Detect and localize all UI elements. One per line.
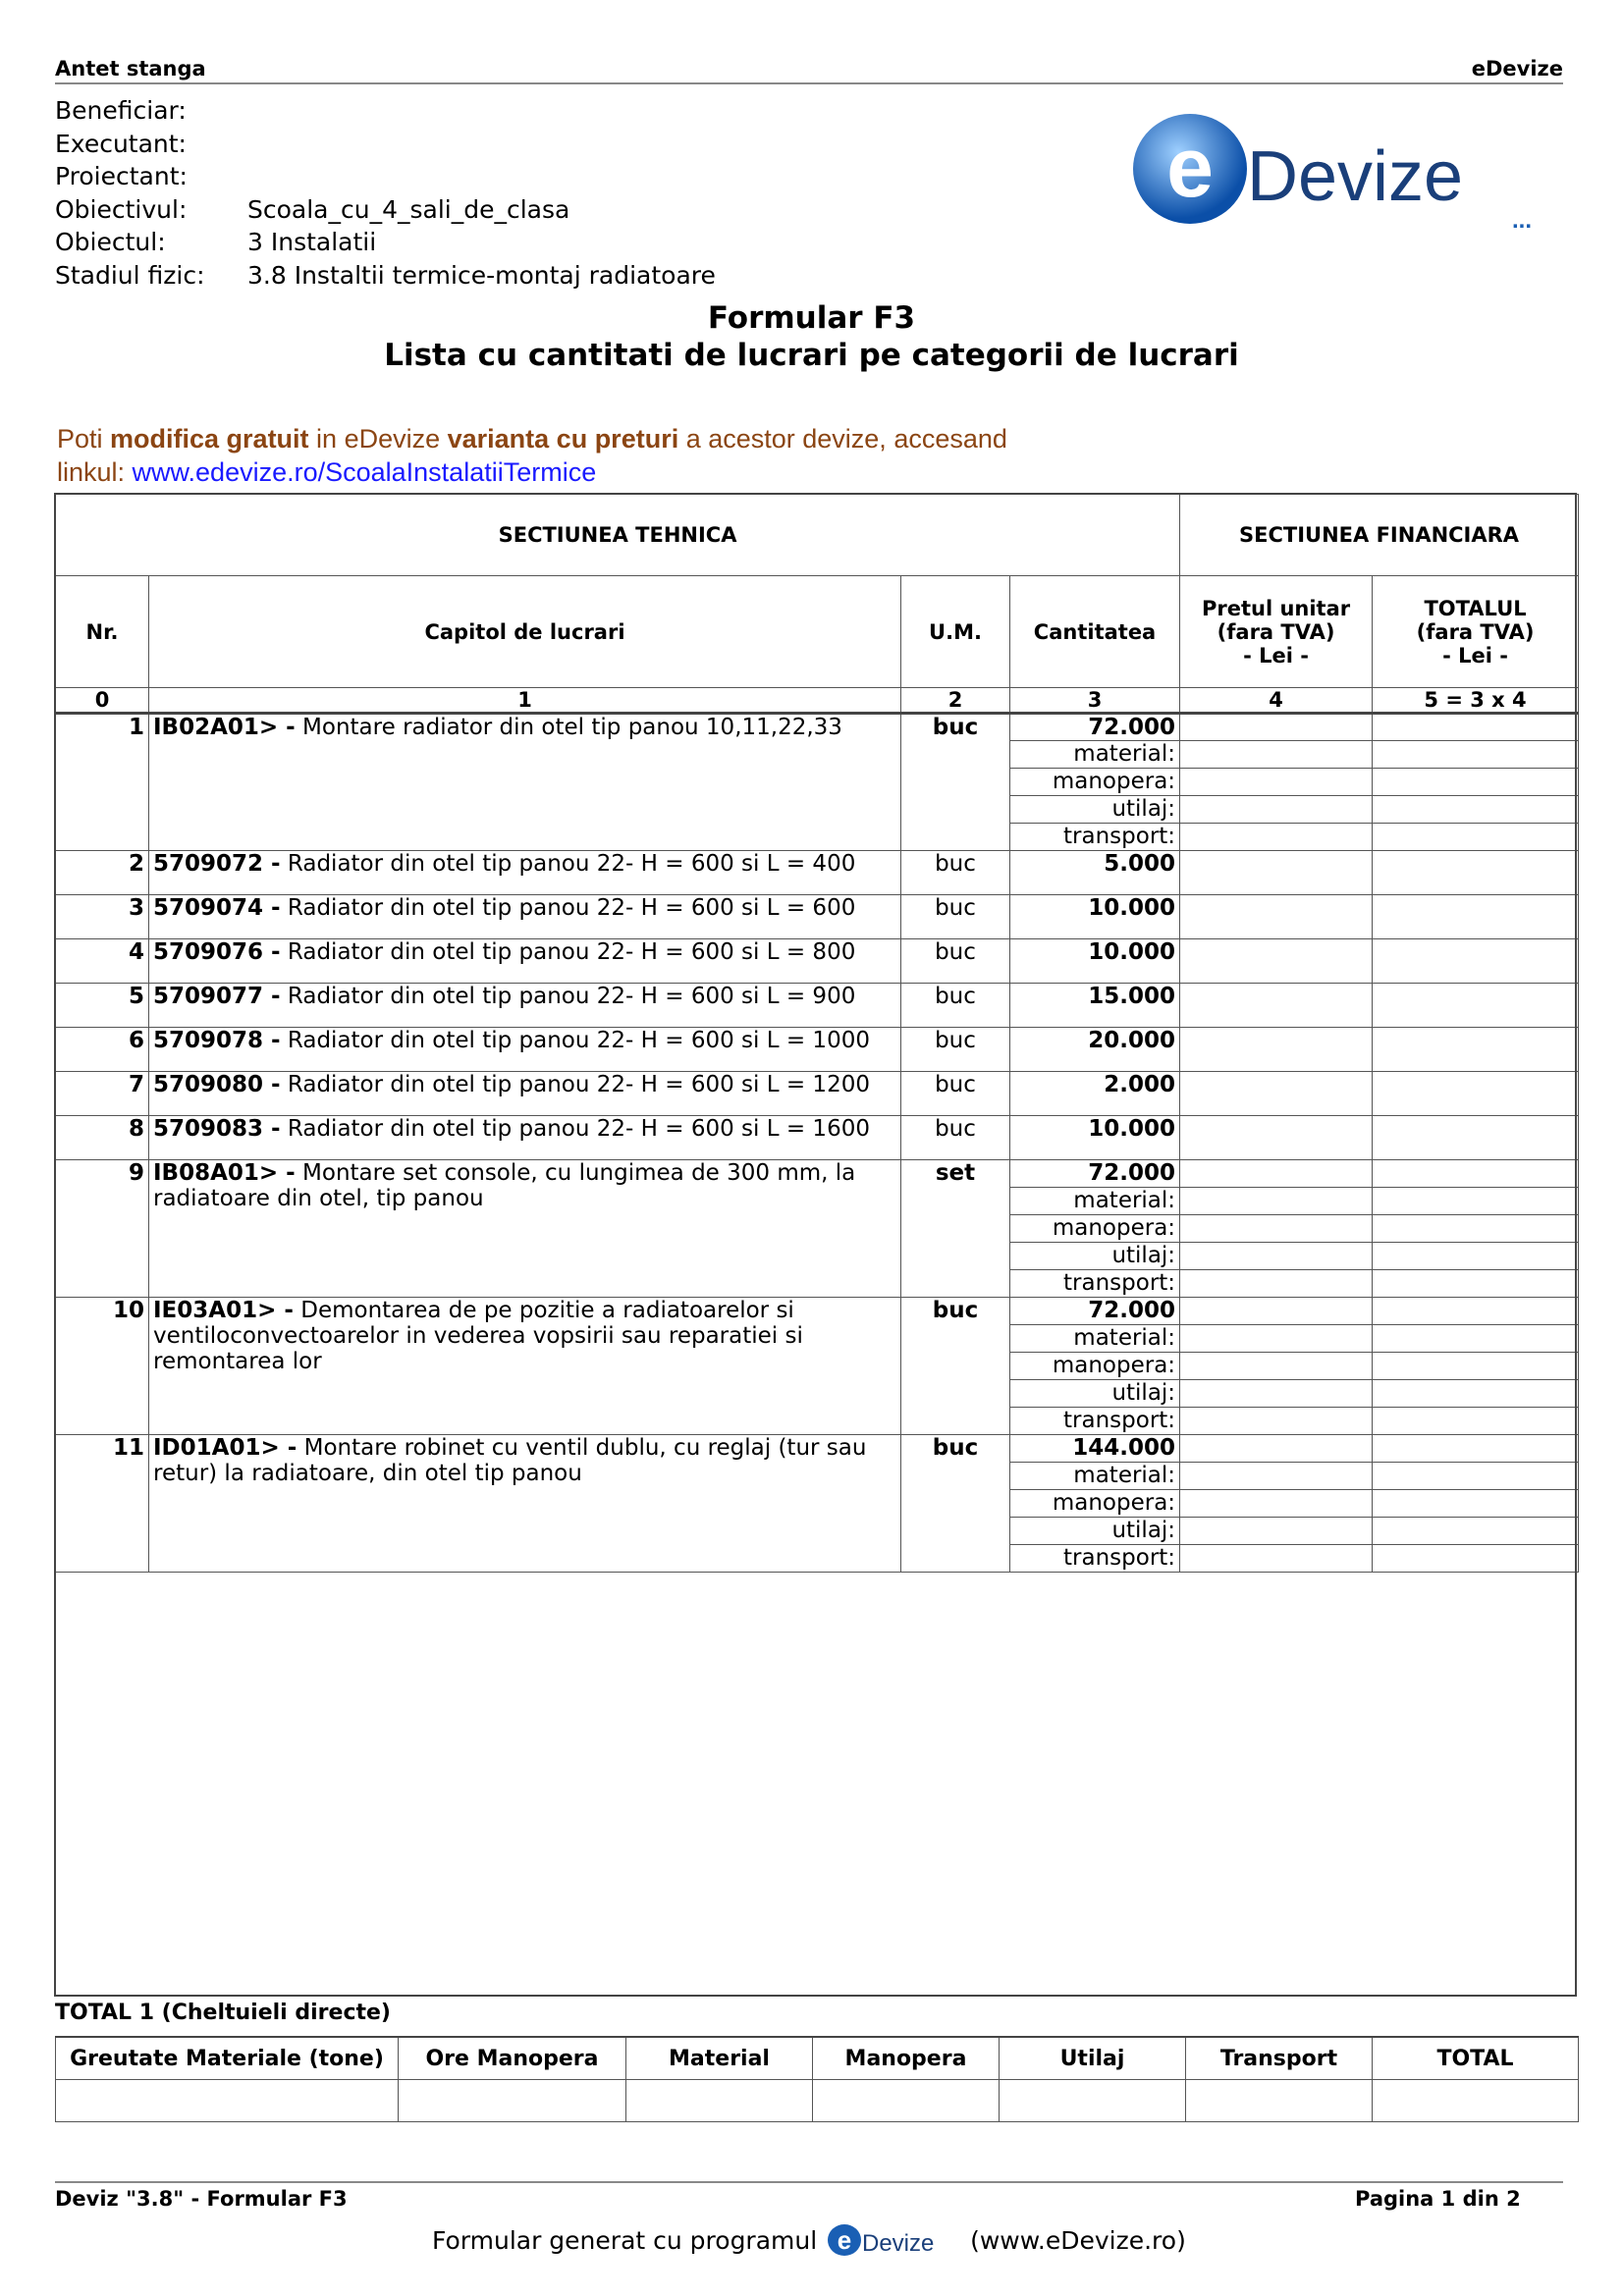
row-unit-price: [1180, 1116, 1373, 1160]
total1-col: Ore Manopera: [399, 2037, 626, 2080]
subrow-label: transport:: [1010, 824, 1180, 851]
row-description: [149, 1116, 901, 1160]
row-description: [149, 1435, 901, 1573]
row-number: 5: [56, 984, 149, 1028]
row-quantity: 144.000: [1010, 1435, 1180, 1463]
subrow-total: [1373, 1490, 1579, 1518]
row-unit-price: [1180, 1028, 1373, 1072]
row-number: 7: [56, 1072, 149, 1116]
info-row: Proiectant:: [55, 162, 188, 190]
subrow-total: [1373, 1215, 1579, 1243]
subrow-price: [1180, 1353, 1373, 1380]
row-um: buc: [901, 1028, 1010, 1072]
subrow-total: [1373, 1408, 1579, 1435]
row-code: ID01A01> -: [153, 1435, 298, 1461]
row-code: 5709072 -: [153, 851, 281, 877]
subrow-label: manopera:: [1010, 1490, 1180, 1518]
row-unit-price: [1180, 1298, 1373, 1325]
row-total: [1373, 1072, 1579, 1116]
table-row: [56, 984, 1579, 1028]
form-title: Formular F3: [707, 300, 916, 336]
subrow-price: [1180, 796, 1373, 824]
subrow-total: [1373, 1353, 1579, 1380]
table-row: [56, 714, 1579, 741]
subrow-price: [1180, 1518, 1373, 1545]
row-code: 5709074 -: [153, 895, 281, 921]
row-quantity: 2.000: [1010, 1072, 1180, 1116]
row-desc-text: Radiator din otel tip panou 22- H = 600 si L = 1600: [280, 1116, 870, 1142]
row-code: 5709077 -: [153, 984, 281, 1009]
table-row: [56, 1028, 1579, 1072]
row-unit-price: [1180, 1435, 1373, 1463]
row-code: IB02A01> -: [153, 715, 296, 740]
row-description: [149, 714, 901, 851]
row-total: [1373, 1116, 1579, 1160]
row-total: [1373, 895, 1579, 939]
subrow-total: [1373, 1243, 1579, 1270]
row-quantity: 15.000: [1010, 984, 1180, 1028]
subrow-total: [1373, 1188, 1579, 1215]
form-subtitle: Lista cu cantitati de lucrari pe categorii de lucrari: [384, 338, 1239, 373]
works-table: [55, 494, 1579, 1573]
subrow-label: transport:: [1010, 1270, 1180, 1298]
subrow-price: [1180, 1243, 1373, 1270]
col-capitol-header: Capitol de lucrari: [149, 576, 901, 688]
row-description: [149, 1072, 901, 1116]
total1-col: Transport: [1186, 2037, 1373, 2080]
promo-line-1: Poti modifica gratuit in eDevize varianta cu preturi a acestor devize, accesand: [57, 424, 1007, 454]
col-pret-header: Pretul unitar (fara TVA) - Lei -: [1180, 576, 1373, 688]
row-desc-text: Radiator din otel tip panou 22- H = 600 si L = 800: [280, 939, 856, 965]
info-row: Obiectul: 3 Instalatii: [55, 228, 377, 256]
row-number: 10: [56, 1298, 149, 1435]
row-number: 11: [56, 1435, 149, 1573]
table-row: [56, 1116, 1579, 1160]
subrow-total: [1373, 1325, 1579, 1353]
row-total: [1373, 1028, 1579, 1072]
subrow-label: material:: [1010, 1325, 1180, 1353]
total1-value: [1000, 2080, 1186, 2122]
row-unit-price: [1180, 714, 1373, 741]
subrow-price: [1180, 1188, 1373, 1215]
row-description: [149, 1028, 901, 1072]
subrow-label: utilaj:: [1010, 796, 1180, 824]
row-code: IE03A01> -: [153, 1298, 294, 1323]
svg-text:e: e: [837, 2225, 852, 2255]
row-total: [1373, 984, 1579, 1028]
row-description: [149, 851, 901, 895]
total1-value: [1373, 2080, 1579, 2122]
row-quantity: 10.000: [1010, 895, 1180, 939]
row-code: 5709076 -: [153, 939, 281, 965]
subrow-label: material:: [1010, 741, 1180, 769]
header-right: eDevize: [1471, 57, 1563, 80]
total1-col: TOTAL: [1373, 2037, 1579, 2080]
subrow-price: [1180, 1380, 1373, 1408]
table-row: [56, 1072, 1579, 1116]
subrow-label: material:: [1010, 1463, 1180, 1490]
row-unit-price: [1180, 851, 1373, 895]
row-number: 9: [56, 1160, 149, 1298]
total1-value: [56, 2080, 399, 2122]
row-quantity: 10.000: [1010, 939, 1180, 984]
row-description: [149, 984, 901, 1028]
total1-value: [399, 2080, 626, 2122]
total1-value: [1186, 2080, 1373, 2122]
total1-col: Manopera: [813, 2037, 1000, 2080]
subrow-label: material:: [1010, 1188, 1180, 1215]
row-unit-price: [1180, 939, 1373, 984]
project-info: [55, 94, 716, 292]
row-number: 1: [56, 714, 149, 851]
subrow-total: [1373, 824, 1579, 851]
col-nr-header: Nr.: [56, 576, 149, 688]
info-row: Executant:: [55, 129, 187, 158]
subrow-price: [1180, 1463, 1373, 1490]
svg-text:Devize: Devize: [862, 2230, 935, 2257]
row-um: buc: [901, 714, 1010, 851]
subrow-price: [1180, 1270, 1373, 1298]
subrow-total: [1373, 1380, 1579, 1408]
total1-col: Utilaj: [1000, 2037, 1186, 2080]
row-desc-text: Montare robinet cu ventil dublu, cu reglaj (tur sau retur) la radiatoare, din otel tip panou: [153, 1435, 867, 1486]
row-desc-text: Montare radiator din otel tip panou 10,11,22,33: [295, 715, 842, 740]
page-header: [55, 55, 1563, 84]
row-unit-price: [1180, 895, 1373, 939]
subrow-label: utilaj:: [1010, 1243, 1180, 1270]
row-total: [1373, 851, 1579, 895]
row-description: [149, 1160, 901, 1298]
edevize-small-logo: [825, 2222, 962, 2262]
row-quantity: 72.000: [1010, 714, 1180, 741]
subrow-price: [1180, 1215, 1373, 1243]
row-quantity: 5.000: [1010, 851, 1180, 895]
table-row: [56, 1435, 1579, 1463]
logo-word: Devize: [1247, 137, 1464, 216]
edevize-logo: [1129, 110, 1561, 247]
row-number: 3: [56, 895, 149, 939]
subrow-label: manopera:: [1010, 1353, 1180, 1380]
subrow-label: utilaj:: [1010, 1518, 1180, 1545]
row-desc-text: Radiator din otel tip panou 22- H = 600 si L = 900: [280, 984, 856, 1009]
info-row: Obiectivul: Scoala_cu_4_sali_de_clasa: [55, 194, 570, 224]
row-total: [1373, 1160, 1579, 1188]
subrow-label: utilaj:: [1010, 1380, 1180, 1408]
row-um: set: [901, 1160, 1010, 1298]
row-unit-price: [1180, 1072, 1373, 1116]
info-row: Stadiul fizic: 3.8 Instaltii termice-montaj radiatoare: [55, 260, 716, 290]
table-row: [56, 895, 1579, 939]
subrow-label: transport:: [1010, 1545, 1180, 1573]
col-cant-header: Cantitatea: [1010, 576, 1180, 688]
row-desc-text: Radiator din otel tip panou 22- H = 600 si L = 400: [280, 851, 856, 877]
row-um: buc: [901, 939, 1010, 984]
section-financiara-header: SECTIUNEA FINANCIARA: [1180, 495, 1579, 576]
row-quantity: 10.000: [1010, 1116, 1180, 1160]
row-quantity: 72.000: [1010, 1298, 1180, 1325]
row-um: buc: [901, 1298, 1010, 1435]
info-row: Beneficiar:: [55, 96, 187, 125]
row-desc-text: Radiator din otel tip panou 22- H = 600 si L = 600: [280, 895, 856, 921]
total1-value: [626, 2080, 813, 2122]
logo-dots: ...: [1512, 207, 1533, 234]
row-um: buc: [901, 895, 1010, 939]
logo-letter: e: [1166, 121, 1214, 215]
row-desc-text: Montare set console, cu lungimea de 300 mm, la radiatoare din otel, tip panou: [153, 1160, 856, 1211]
row-desc-text: Radiator din otel tip panou 22- H = 600 si L = 1000: [280, 1028, 870, 1053]
row-number: 8: [56, 1116, 149, 1160]
row-description: [149, 939, 901, 984]
subrow-price: [1180, 741, 1373, 769]
header-left: Antet stanga: [55, 57, 206, 80]
subrow-total: [1373, 769, 1579, 796]
subrow-price: [1180, 824, 1373, 851]
row-desc-text: Demontarea de pe pozitie a radiatoarelor si ventiloconvectoarelor in vederea vopsirii sau reparatiei si remontarea lor: [153, 1298, 803, 1374]
row-um: buc: [901, 1072, 1010, 1116]
row-code: 5709083 -: [153, 1116, 281, 1142]
row-number: 4: [56, 939, 149, 984]
row-total: [1373, 714, 1579, 741]
total1-label: TOTAL 1 (Cheltuieli directe): [55, 2001, 391, 2025]
table-row: [56, 851, 1579, 895]
subrow-total: [1373, 1545, 1579, 1573]
col-total-header: TOTALUL (fara TVA) - Lei -: [1373, 576, 1579, 688]
section-tehnica-header: SECTIUNEA TEHNICA: [56, 495, 1180, 576]
row-number: 6: [56, 1028, 149, 1072]
subrow-label: manopera:: [1010, 1215, 1180, 1243]
row-total: [1373, 1298, 1579, 1325]
table-row: [56, 939, 1579, 984]
subrow-total: [1373, 796, 1579, 824]
subrow-total: [1373, 741, 1579, 769]
subrow-price: [1180, 769, 1373, 796]
row-quantity: 72.000: [1010, 1160, 1180, 1188]
subrow-total: [1373, 1518, 1579, 1545]
row-um: buc: [901, 1116, 1010, 1160]
promo-link[interactable]: www.edevize.ro/ScoalaInstalatiiTermice: [132, 457, 597, 487]
subrow-label: transport:: [1010, 1408, 1180, 1435]
total1-col: Greutate Materiale (tone): [56, 2037, 399, 2080]
row-description: [149, 1298, 901, 1435]
promo-line-2: linkul: www.edevize.ro/ScoalaInstalatiiTermice: [57, 457, 597, 487]
row-desc-text: Radiator din otel tip panou 22- H = 600 si L = 1200: [280, 1072, 870, 1097]
row-um: buc: [901, 984, 1010, 1028]
row-unit-price: [1180, 1160, 1373, 1188]
row-number: 2: [56, 851, 149, 895]
subrow-label: manopera:: [1010, 769, 1180, 796]
subrow-price: [1180, 1545, 1373, 1573]
row-total: [1373, 939, 1579, 984]
row-um: buc: [901, 851, 1010, 895]
table-row: [56, 1298, 1579, 1325]
row-code: 5709080 -: [153, 1072, 281, 1097]
row-code: 5709078 -: [153, 1028, 281, 1053]
subrow-total: [1373, 1463, 1579, 1490]
row-quantity: 20.000: [1010, 1028, 1180, 1072]
row-code: IB08A01> -: [153, 1160, 296, 1186]
row-um: buc: [901, 1435, 1010, 1573]
subrow-total: [1373, 1270, 1579, 1298]
footer-right: Pagina 1 din 2: [1355, 2187, 1521, 2211]
footer-divider: [55, 2181, 1563, 2183]
total1-col: Material: [626, 2037, 813, 2080]
col-um-header: U.M.: [901, 576, 1010, 688]
row-unit-price: [1180, 984, 1373, 1028]
subrow-price: [1180, 1490, 1373, 1518]
footer-left: Deviz "3.8" - Formular F3: [55, 2187, 348, 2211]
subrow-price: [1180, 1408, 1373, 1435]
table-row: [56, 1160, 1579, 1188]
total1-table: [55, 2036, 1579, 2122]
index-row: 0 1 2 3 4 5 = 3 x 4: [56, 688, 1579, 714]
row-total: [1373, 1435, 1579, 1463]
subrow-price: [1180, 1325, 1373, 1353]
total1-value: [813, 2080, 1000, 2122]
generated-by: Formular generat cu programul e Devize (www.eDevize.ro): [432, 2222, 1186, 2262]
row-description: [149, 895, 901, 939]
